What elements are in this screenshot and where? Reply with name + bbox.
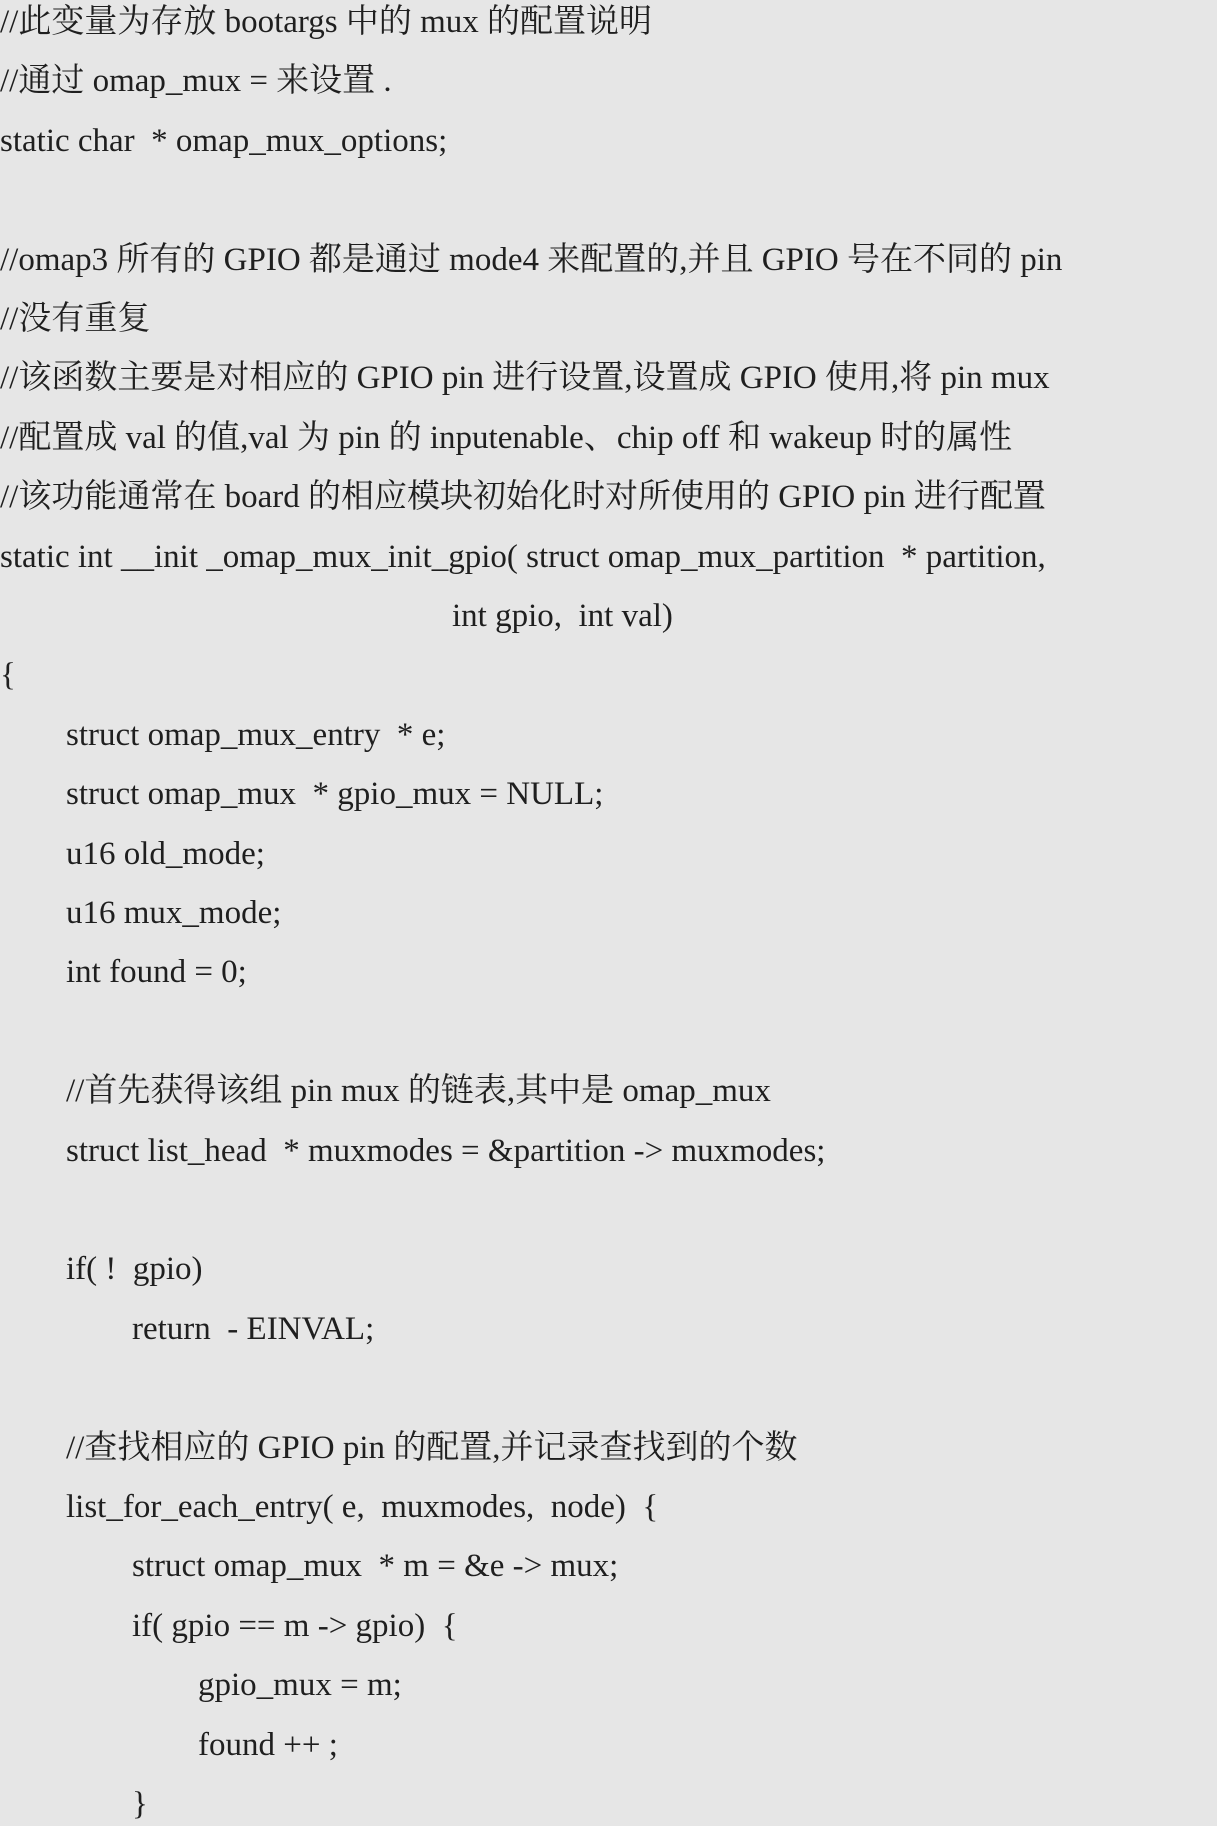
code-comment-line: //通过 omap_mux = 来设置 .	[0, 63, 392, 100]
code-line: u16 old_mode;	[66, 835, 265, 872]
code-line: u16 mux_mode;	[66, 895, 282, 931]
code-line: }	[132, 1786, 148, 1822]
code-comment-line: //首先获得该组 pin mux 的链表,其中是 omap_mux	[66, 1073, 771, 1110]
code-comment-line: //omap3 所有的 GPIO 都是通过 mode4 来配置的,并且 GPIO 号在不同的 pin	[0, 241, 1063, 278]
code-line: struct omap_mux * gpio_mux = NULL;	[66, 776, 604, 813]
code-line: struct list_head * muxmodes = &partition -> muxmodes;	[66, 1132, 826, 1169]
code-line: return - EINVAL;	[132, 1310, 375, 1347]
code-comment-line: //配置成 val 的值,val 为 pin 的 inputenable、chip off 和 wakeup 时的属性	[0, 419, 1013, 456]
code-line: list_for_each_entry( e, muxmodes, node) {	[66, 1489, 659, 1525]
code-comment-line: //该函数主要是对相应的 GPIO pin 进行设置,设置成 GPIO 使用,将 pin mux	[0, 360, 1050, 397]
code-line: found ++ ;	[198, 1726, 338, 1763]
code-line: if( gpio == m -> gpio) {	[132, 1607, 458, 1644]
code-line: gpio_mux = m;	[198, 1667, 402, 1704]
code-line: struct omap_mux * m = &e -> mux;	[132, 1548, 619, 1585]
code-line: {	[0, 657, 16, 694]
code-line: int gpio, int val)	[452, 598, 673, 634]
code-comment-line: //此变量为存放 bootargs 中的 mux 的配置说明	[0, 4, 653, 40]
code-comment-line: //查找相应的 GPIO pin 的配置,并记录查找到的个数	[66, 1429, 798, 1466]
code-line: static char * omap_mux_options;	[0, 122, 448, 159]
code-line: int found = 0;	[66, 954, 247, 991]
code-line: struct omap_mux_entry * e;	[66, 716, 446, 753]
code-line: static int __init _omap_mux_init_gpio( struct omap_mux_partition * partition,	[0, 538, 1046, 575]
code-comment-line: //没有重复	[0, 301, 151, 337]
code-line: if( ! gpio)	[66, 1251, 203, 1288]
code-comment-line: //该功能通常在 board 的相应模块初始化时对所使用的 GPIO pin 进行配置	[0, 479, 1046, 516]
